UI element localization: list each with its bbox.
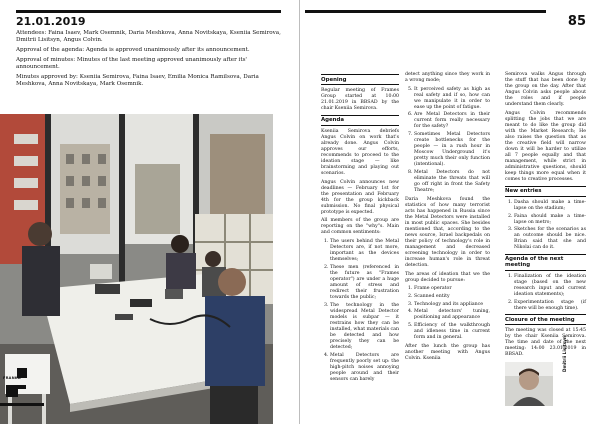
list-item: 8. Metal Detectors do not eliminate the threats that will go off right in front the Safety Theatre;	[414, 170, 490, 194]
list-item: 1. Frame operator	[414, 286, 490, 292]
list-item: 1. The users behind the Metal Detectors are, if not more, important as the devices themselves;	[330, 239, 399, 263]
list-item: 2. Faina should make a time-lapse on metro;	[514, 214, 586, 226]
continued-text: detect anything since they work in a wrong mode;	[405, 72, 490, 84]
list-item: 1. Dasha should make a time-lapse on the stadium;	[514, 200, 586, 212]
section-heading-next-meeting: Agenda of the next meeting	[505, 254, 586, 271]
column-1	[321, 72, 399, 385]
sentiments-list	[321, 239, 399, 383]
attendees-text: Attendees: Faina Isaev, Mark Osemnik, Daria Meshkova, Anna Novitskaya, Kseniia Semirova, Dmitrii Lisitsyn, Angus Colvin.	[16, 30, 281, 43]
agenda-approval-text: Approval of the agenda: Agenda is approved unanimously after its announcement.	[16, 47, 250, 53]
side-label: FRANKA	[3, 376, 21, 380]
decor-square	[18, 385, 26, 389]
meeting-photo-illustration	[0, 114, 273, 424]
list-item: 2. These men (referenced in the future as "Frames operator") are under a huge amount of stress and redirect their frustration towards the public;	[330, 265, 399, 301]
continued-text: Semirova walks Angus through the stuff that has been done by the group on the day. After that Angus Colvin asks people about the roles and if people understand them clearly.	[505, 72, 586, 108]
portrait-photo	[505, 362, 553, 406]
lunch-paragraph: After the lunch the group has another meeting with Angus Colvin. Kseniia	[405, 343, 490, 361]
next-meeting-list	[505, 274, 586, 312]
list-item: 4. Metal Detectors are frequently poorly set up: the high-pitch noises annoying people around and their sensors can barely	[330, 353, 399, 383]
header-rule	[305, 10, 546, 13]
list-item: 6. Are Metal Detectors in their current form really necessary for the safety?	[414, 112, 490, 130]
agenda-paragraph: All members of the group are reporting on the "why"s. Main and common sentiments:	[321, 218, 399, 236]
page-number: 85	[567, 14, 586, 29]
new-entries-list	[505, 200, 586, 252]
list-item: 2. Experimentation stage (if there will be enough time).	[514, 300, 586, 312]
list-item: 5. It perceived safety as high as real safety and if so, how can we manipulate it in order to ease up the point of fatigue.	[414, 87, 490, 111]
minutes-approval-text: Approval of minutes: Minutes of the last meeting approved unanimously after its' announcement.	[16, 57, 247, 70]
section-heading-opening: Opening	[321, 74, 399, 85]
list-item: 4. Metal detectors' tuning, positioning and appearance	[414, 309, 490, 321]
ideation-list	[405, 286, 490, 341]
list-item: 3. Technology and its appliance	[414, 302, 490, 308]
column-3	[505, 72, 586, 412]
left-page	[0, 0, 299, 424]
section-heading-new-entries: New entries	[505, 186, 586, 197]
portrait-illustration	[505, 362, 553, 406]
column-2	[405, 72, 490, 364]
right-page	[300, 0, 600, 424]
header-rule	[16, 10, 281, 13]
portrait-name: Dmitrii Lisitsyn	[562, 335, 567, 372]
recommendation-paragraph: Angus Colvin recommends splitting the jobs that we are meant to do like the group did with the Market Research; He also raises the question that as the creative field will narrow down it will be harder to utilize all 7 people equally and that management, while strict in administrative questions, should keep things more equal when it comes to creative processes.	[505, 110, 586, 183]
statistics-paragraph: Daria Meshkova found the statistics of how many terrorist acts has happened in Russia since the Metal Detectors were installed in most public spaces. She besides mentioned that, according to the news source, Israel backpedals on their policy of technology's role in management and decreased screening technology in order to increase human's role in threat detection.	[405, 196, 490, 269]
list-item: 5. Efficiency of the walkthrough and idleness time in current form and in general.	[414, 323, 490, 341]
minutes-taken-text: Minutes approved by: Kseniia Semirova, Faina Isaev, Emilia Monica Ramilsova, Daria Meshkova, Anna Novitskaya, Mark Osemnik.	[16, 74, 259, 87]
decor-bar	[0, 403, 44, 406]
sentiments-list-continued	[405, 87, 490, 195]
agenda-paragraph: Angus Colvin announces new deadlines — February 1st for the presentation and February 4th for the group kickback submission. No final physical prototype is expected.	[321, 179, 399, 215]
section-heading-closure: Closure of the meeting	[505, 314, 586, 325]
closure-text: The meeting was closed at 15:45 by the chair Kseniia Semirova. The time and date of the next meeting: 14:00 23.01.2019 in BBSAD.	[505, 328, 586, 358]
list-item: 2. Scanned entity	[414, 294, 490, 300]
list-item: 1. Finalization of the ideation stage (based on the new research input and current ideation statements);	[514, 274, 586, 298]
section-heading-agenda: Agenda	[321, 115, 399, 126]
ideation-intro: The areas of ideation that we the group decided to pursue:	[405, 271, 490, 283]
intro-block	[16, 30, 281, 91]
list-item: 3. Sketches for the scenarios as an outcome should be nice. Brian said that she and Nikolai can do it.	[514, 227, 586, 251]
opening-text: Regular meeting of Frames Group started at 10:00 21.01.2019 in BBSAD by the chair Kseniia Semirova.	[321, 88, 399, 112]
meeting-photo	[0, 114, 273, 424]
agenda-paragraph: Kseniia Semirova debriefs Angus Colvin on work that's already done. Angus Colvin approves our efforts, recommends to proceed to the ideation stage — like brainstorming and playing out scenarios.	[321, 128, 399, 177]
decor-square	[6, 385, 18, 397]
meeting-date: 21.01.2019	[16, 15, 86, 28]
list-item: 3. The technology in the widespread Metal Detector models is subpar — it restrains how they can be installed, what materials can be detected and how precisely they can be detected;	[330, 303, 399, 351]
list-item: 7. Sometimes Metal Detectors create bottlenecks for the people — in a rush hour in Moscow Underground it's pretty much their only function (intentional).	[414, 132, 490, 168]
